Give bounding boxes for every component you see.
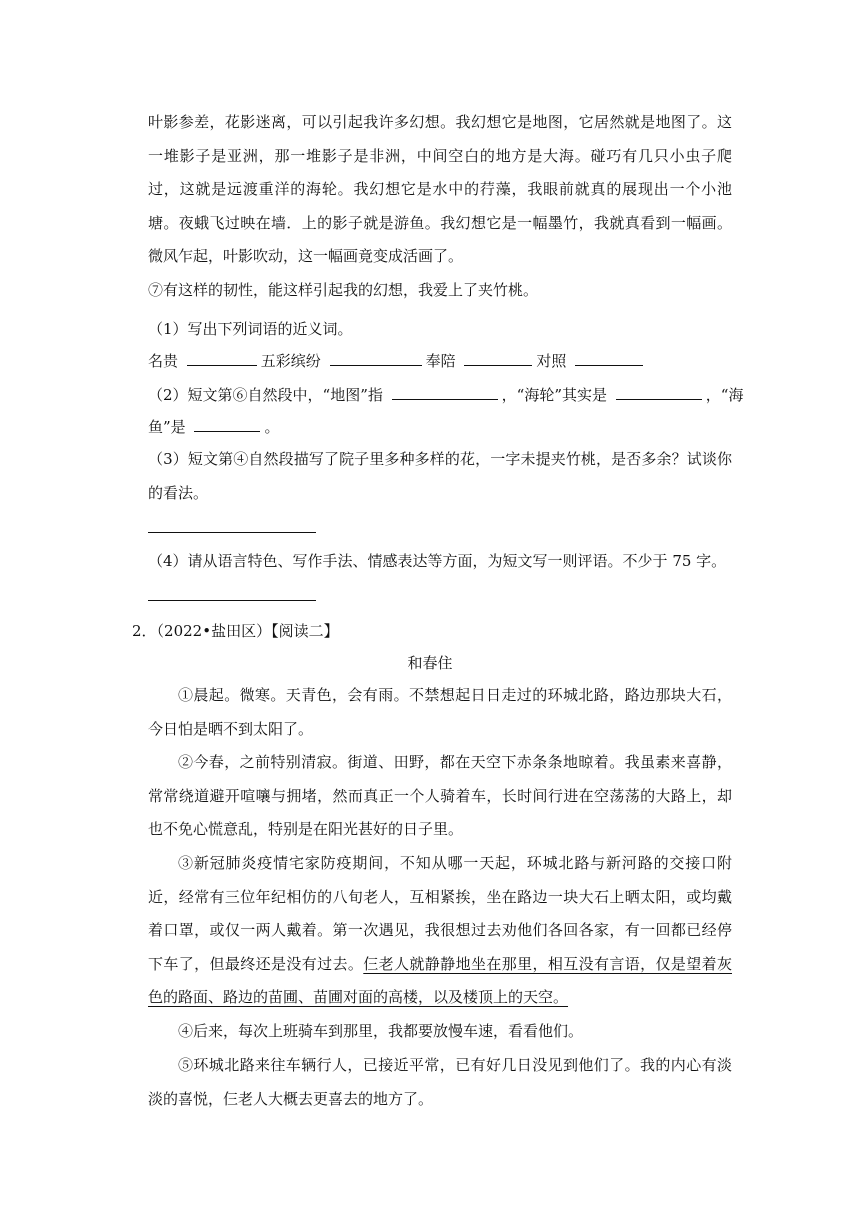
answer-line[interactable]	[148, 532, 316, 533]
question-1: （1）写出下列词语的近义词。	[148, 320, 353, 338]
question-2-part-c: ，“海	[705, 386, 744, 404]
question-2-line-1	[148, 384, 743, 405]
article-paragraph-4: ④后来，每次上班骑车到那里，我都要放慢车速，看看他们。	[178, 1022, 584, 1040]
answer-blank[interactable]	[187, 364, 257, 366]
question-1-answers	[148, 350, 647, 371]
article-title: 和春住	[407, 654, 453, 672]
word-2: 五彩缤纷	[260, 352, 321, 370]
passage-paragraph-6: 叶影参差，花影迷离，可以引起我许多幻想。我幻想它是地图，它居然就是地图了。这一堆影子是亚洲，那一堆影子是非洲，中间空白的地方是大海。碰巧有几只小虫子爬过，这就是远渡重洋的海轮。我幻想它是水中的荇藻，我眼前就真的展现出一个小池塘。夜蛾飞过映在墙．上的影子就是游鱼。我幻想它是一幅墨竹，我就真看到一幅画。微风乍起，叶影吹动，这一幅画竟变成活画了。	[148, 113, 732, 266]
article-paragraph-1: ①晨起。微寒。天青色，会有雨。不禁想起日日走过的环城北路，路边那块大石，今日怕是晒不到太阳了。	[148, 686, 732, 738]
answer-blank[interactable]	[616, 398, 702, 400]
underlined-sentence: 仨老人就静静地坐在那里，相互没有言语，仅是望着灰色的路面、路边的苗圃、苗圃对面的高楼，以及楼顶上的天空。	[148, 954, 732, 1007]
word-1: 名贵	[148, 352, 179, 370]
question-2-part-d: 鱼”是	[148, 418, 186, 436]
article-paragraph-3	[148, 847, 732, 1015]
answer-blank[interactable]	[392, 398, 498, 400]
article-paragraph-2: ②今春，之前特别清寂。街道、田野，都在天空下赤条条地晾着。我虽素来喜静，常常绕道避开喧嚷与拥堵，然而真正一个人骑着车，长时间行进在空荡荡的大路上，却也不免心慌意乱，特别是在阳光甚好的日子里。	[148, 753, 732, 839]
question-2-part-b: ，“海轮”其实是	[501, 386, 608, 404]
item-2-header: 2．（2022•盐田区）【阅读二】	[132, 622, 339, 640]
question-3: （3）短文第④自然段描写了院子里多种多样的花，一字未提夹竹桃，是否多余？试谈你的看法。	[148, 450, 732, 502]
article-paragraph-5: ⑤环城北路来往车辆行人，已接近平常，已有好几日没见到他们了。我的内心有淡淡的喜悦，仨老人大概去更喜去的地方了。	[148, 1056, 732, 1108]
question-4: （4）请从语言特色、写作手法、情感表达等方面，为短文写一则评语。不少于 75 字。	[148, 552, 727, 570]
answer-blank[interactable]	[330, 364, 422, 366]
answer-blank[interactable]	[194, 430, 260, 432]
word-4: 对照	[536, 352, 567, 370]
question-2-part-e: 。	[264, 418, 280, 436]
answer-line[interactable]	[148, 600, 316, 601]
question-2-part-a: （2）短文第⑥自然段中，“地图”指	[148, 386, 383, 404]
question-2-line-2	[148, 416, 279, 437]
paragraph-3-text: ③新冠肺炎疫情宅家防疫期间，不知从哪一天起，环城北路与新河路的交接口附近，经常有三位年纪相仿的八旬老人，互相紧挨，坐在路边一块大石上晒太阳，或均戴着口罩，或仅一两人戴着。第一次遇见，我很想过去劝他们各回各家，有一回都已经停下车了，但最终还是没有过去。	[148, 854, 732, 973]
word-3: 奉陪	[425, 352, 456, 370]
answer-blank[interactable]	[575, 364, 643, 366]
passage-paragraph-7: ⑦有这样的韧性，能这样引起我的幻想，我爱上了夹竹桃。	[148, 281, 539, 299]
answer-blank[interactable]	[464, 364, 532, 366]
